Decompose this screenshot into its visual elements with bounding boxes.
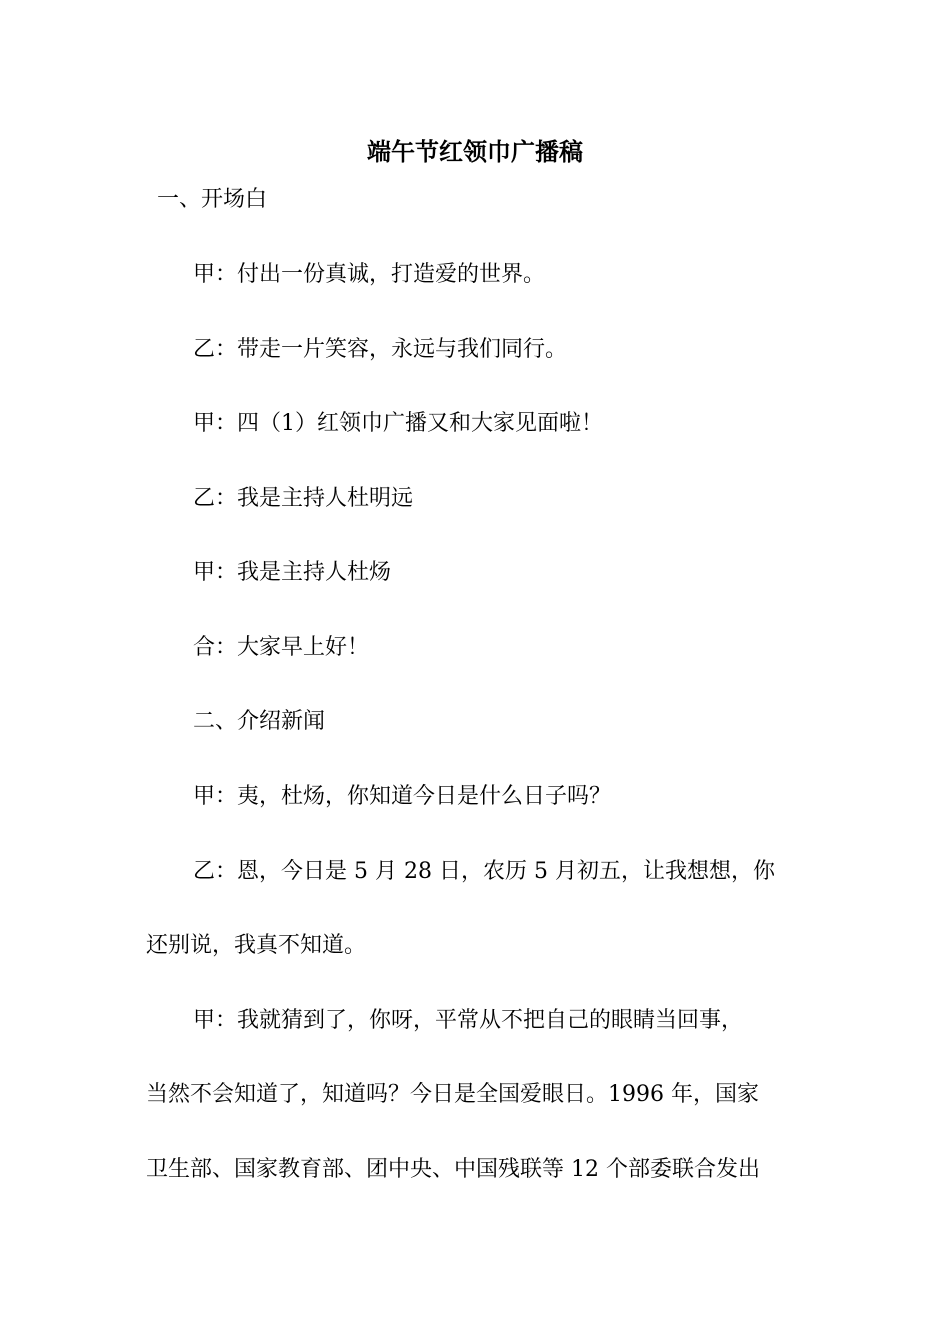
section-heading-opening: 一、开场白 [157, 187, 268, 212]
dialogue-line: 乙：我是主持人杜明远 [193, 486, 414, 511]
dialogue-line: 甲：付出一份真诚，打造爱的世界。 [193, 262, 546, 287]
dialogue-line: 乙：恩，今日是 5 月 28 日，农历 5 月初五，让我想想，你 [193, 859, 775, 884]
document-title: 端午节红领巾广播稿 [367, 137, 583, 166]
dialogue-line: 乙：带走一片笑容，永远与我们同行。 [193, 337, 568, 362]
dialogue-line-continuation: 卫生部、国家教育部、团中央、中国残联等 12 个部委联合发出 [146, 1157, 760, 1182]
dialogue-line: 甲：夷，杜炀，你知道今日是什么日子吗？ [193, 784, 612, 809]
dialogue-line: 甲：我就猜到了，你呀，平常从不把自己的眼睛当回事， [193, 1008, 744, 1033]
dialogue-line: 甲：我是主持人杜炀 [193, 560, 392, 585]
dialogue-line: 合：大家早上好！ [193, 635, 370, 660]
dialogue-line: 甲：四（1）红领巾广播又和大家见面啦！ [193, 411, 603, 436]
dialogue-line-continuation: 当然不会知道了，知道吗？今日是全国爱眼日。1996 年，国家 [146, 1082, 759, 1107]
dialogue-line-continuation: 还别说，我真不知道。 [146, 933, 367, 958]
section-heading-news: 二、介绍新闻 [193, 709, 326, 734]
